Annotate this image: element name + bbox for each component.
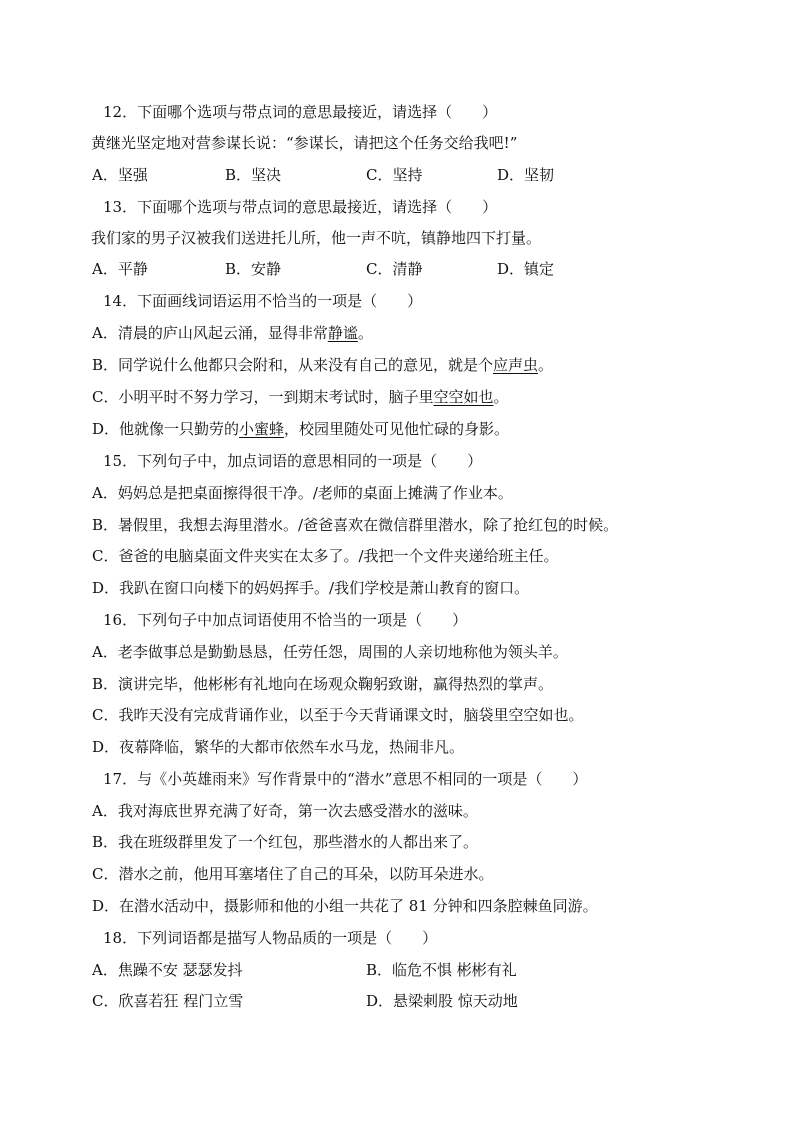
q14-option-c [0,386,794,408]
q18-option-d: D．悬梁刺股 惊天动地 [366,992,518,1010]
q17-option-c: C．潜水之前，他用耳塞堵住了自己的耳朵，以防耳朵进水。 [92,865,494,883]
q12-option-b: B．坚决 [225,166,282,184]
question-13-sentence: 我们家的男子汉被我们送进托儿所，他一声不吭，镇静地四下打量。 [91,229,542,247]
q15-option-a: A．妈妈总是把桌面擦得很干净。/老师的桌面上摊满了作业本。 [92,484,513,502]
q14-option-d-text: D．他就像一只勤劳的 [92,420,240,438]
q18-options-row-2 [0,990,794,1012]
question-16-stem: 16．下列句子中加点词语使用不恰当的一项是（ ） [103,611,468,629]
q14-option-d-underlined: 小蜜蜂 [239,420,285,438]
q18-options-row-1 [0,959,794,981]
q18-option-a: A．焦躁不安 瑟瑟发抖 [92,961,243,979]
q14-option-b-text: B．同学说什么他都只会附和，从来没有自己的意见，就是个 [92,356,494,374]
q14-option-a [0,322,794,344]
q16-option-c: C．我昨天没有完成背诵作业，以至于今天背诵课文时，脑袋里空空如也。 [92,706,584,724]
q15-option-c: C．爸爸的电脑桌面文件夹实在太多了。/我把一个文件夹递给班主任。 [92,547,559,565]
q14-option-a-underlined: 静谧 [327,324,358,342]
q18-option-b: B．临危不惧 彬彬有礼 [366,961,517,979]
q17-option-b: B．我在班级群里发了一个红包，那些潜水的人都出来了。 [92,833,479,851]
q12-option-c: C．坚持 [366,166,423,184]
q12-option-d: D．坚韧 [497,166,555,184]
q13-option-d: D．镇定 [497,260,555,278]
q15-option-b: B．暑假里，我想去海里潜水。/爸爸喜欢在微信群里潜水，除了抢红包的时候。 [92,516,619,534]
q18-option-c: C．欣喜若狂 程门立雪 [92,992,244,1010]
q16-option-a: A．老李做事总是勤勤恳恳，任劳任怨，周围的人亲切地称他为领头羊。 [92,643,568,661]
q13-option-b: B．安静 [225,260,282,278]
q12-option-a: A．坚强 [92,166,148,184]
q14-option-d [0,418,794,440]
q14-option-b-underlined: 应声虫 [493,356,539,374]
q15-option-d: D．我趴在窗口向楼下的妈妈挥手。/我们学校是萧山教育的窗口。 [92,579,530,597]
question-15-stem: 15．下列句子中，加点词语的意思相同的一项是（ ） [103,452,483,470]
question-12-sentence: 黄继光坚定地对营参谋长说：“参谋长，请把这个任务交给我吧!” [91,134,518,152]
q13-option-c: C．清静 [366,260,423,278]
q17-option-a: A．我对海底世界充满了好奇，第一次去感受潜水的滋味。 [92,802,478,820]
q14-option-d-end: ，校园里随处可见他忙碌的身影。 [284,420,510,438]
question-14-stem: 14．下面画线词语运用不恰当的一项是（ ） [103,292,423,310]
question-17-stem: 17．与《小英雄雨来》写作背景中的“潜水”意思不相同的一项是（ ） [103,770,588,788]
q14-option-c-underlined: 空空如也 [433,388,494,406]
q14-option-c-end: 。 [493,388,509,406]
q16-option-d: D．夜幕降临，繁华的大都市依然车水马龙，热闹非凡。 [92,738,465,756]
question-13-options [0,258,794,280]
q16-option-b: B．演讲完毕，他彬彬有礼地向在场观众鞠躬致谢，赢得热烈的掌声。 [92,675,554,693]
q13-option-a: A．平静 [92,260,148,278]
question-12-stem: 12．下面哪个选项与带点词的意思最接近，请选择（ ） [103,103,498,121]
q14-option-a-end: 。 [357,324,373,342]
question-18-stem: 18．下列词语都是描写人物品质的一项是（ ） [103,929,438,947]
q14-option-c-text: C．小明平时不努力学习，一到期末考试时，脑子里 [92,388,434,406]
q14-option-b [0,354,794,376]
q17-option-d: D．在潜水活动中，摄影师和他的小组一共花了 81 分钟和四条腔棘鱼同游。 [92,897,598,915]
q14-option-a-text: A．清晨的庐山风起云涌，显得非常 [92,324,328,342]
question-12-options [0,164,794,186]
question-13-stem: 13．下面哪个选项与带点词的意思最接近，请选择（ ） [103,198,498,216]
q14-option-b-end: 。 [538,356,554,374]
